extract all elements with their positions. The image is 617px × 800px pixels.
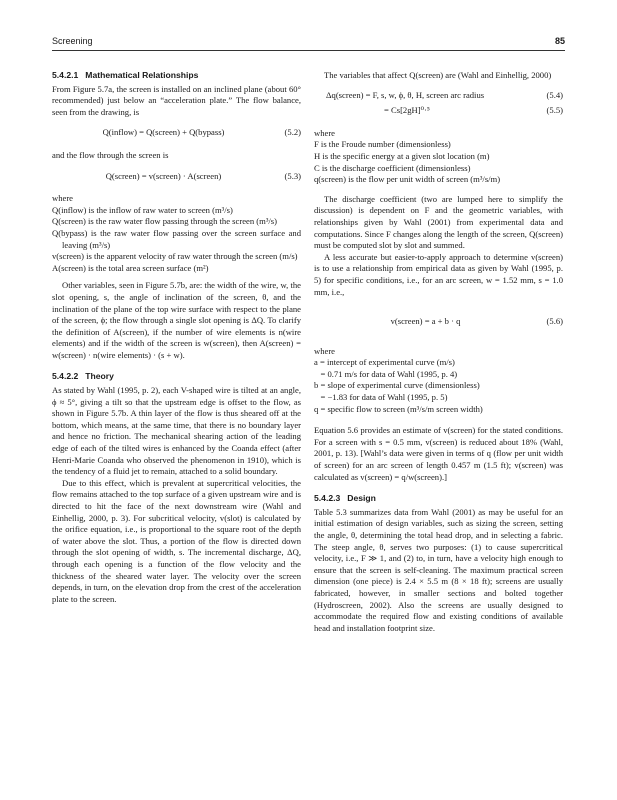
- equation-5-2: [52, 127, 301, 139]
- definition-item: C is the discharge coefficient (dimensionless): [314, 162, 471, 173]
- definition-item: q = specific flow to screen (m³/s/m screen width): [314, 403, 483, 414]
- definition-item: q(screen) is the flow per unit width of screen (m³/s/m): [314, 174, 501, 185]
- section-heading-5-4-2-1: 5.4.2.1 Mathematical Relationships: [52, 70, 199, 80]
- equation-number: (5.6): [546, 316, 563, 327]
- definition-item: Q(inflow) is the inflow of raw water to screen (m³/s): [52, 204, 233, 215]
- equation-5-5: [314, 105, 563, 117]
- right-column: [314, 70, 563, 634]
- where-label: where: [52, 193, 73, 204]
- equation-number: (5.5): [546, 105, 563, 116]
- paragraph: and the flow through the screen is: [52, 149, 169, 160]
- definition-item: Q(bypass) is the raw water flow passing over the screen surface and leaving (m³/s): [52, 227, 301, 250]
- equation-body: Q(screen) = v(screen) · A(screen): [105, 170, 222, 181]
- definition-item: A(screen) is the total area screen surface (m²): [52, 262, 209, 273]
- equation-number: (5.3): [284, 170, 301, 181]
- definition-item: b = slope of experimental curve (dimensionless): [314, 380, 480, 391]
- section-heading-5-4-2-2: 5.4.2.2 Theory: [52, 371, 114, 382]
- equation-body: Q(inflow) = Q(screen) + Q(bypass): [102, 127, 225, 138]
- equation-5-6: [314, 316, 563, 328]
- equation-body: = Cs[2gH]⁰·⁵: [384, 105, 430, 116]
- header-rule: [52, 50, 565, 51]
- section-heading-5-4-2-3: 5.4.2.3 Design: [314, 493, 376, 504]
- equation-5-3: [52, 171, 301, 183]
- left-column: [52, 70, 301, 605]
- paragraph: Due to this effect, which is prevalent at supercritical velocities, the flow remains attached to the top surface of a given upstream wire and is directed to hit the face of the next downstream wire (Wahl and Einhellig, 2000, p. 3). For subcritical velocity, v(slot) is calculated by the orifice equation, i.e., is proportional to the square root of the depth of water above the slot. Thus, a portion of the flow is directed down through the slot opening of width, s. The incremental discharge, ΔQ, through each opening is a function of the flow velocity and the thickness of the sheared water layer. The velocity over the screen depends, in turn, on the elevation drop from the crest of the acceleration plate to the screen.: [52, 477, 301, 604]
- definition-item: v(screen) is the apparent velocity of raw water through the screen (m/s): [52, 251, 298, 262]
- equation-body: v(screen) = a + b · q: [390, 316, 461, 327]
- definition-item: = 0.71 m/s for data of Wahl (1995, p. 4): [314, 368, 458, 379]
- running-header: [52, 36, 565, 50]
- paragraph: The variables that affect Q(screen) are (Wahl and Einhellig, 2000): [324, 70, 552, 80]
- page-number: 85: [554, 36, 565, 46]
- equation-number: (5.4): [546, 89, 563, 100]
- equation-number: (5.2): [284, 127, 301, 138]
- definition-list: [52, 205, 301, 275]
- equation-5-4: [314, 90, 563, 102]
- definition-list: [314, 139, 563, 185]
- definition-item: F is the Froude number (dimensionless): [314, 139, 451, 150]
- running-title: Screening: [52, 36, 93, 46]
- definition-item: a = intercept of experimental curve (m/s): [314, 357, 455, 368]
- where-label: where: [314, 345, 335, 356]
- definition-list: [314, 357, 563, 415]
- paragraph: As stated by Wahl (1995, p. 2), each V-shaped wire is tilted at an angle, ϕ ≈ 5°, giving a tilt so that the upstream edge is offset to the flow, as shown in Figure 5.7b. A thin layer of the flow is thus sheared off at the bottom, which means, at the same time, that there is no boundary layer and hence no friction. The mechanical shearing action of the leading edge of each of the tilted wires is enhanced by the Coanda effect (after Henri-Marie Coanda who observed the phenomenon in 1910), which is the tendency of a fluid jet to remain, attached to a solid boundary.: [52, 385, 301, 477]
- paragraph: Equation 5.6 provides an estimate of v(screen) for the stated conditions. For a screen with s = 0.5 mm, v(screen) is reduced about 18% (Wahl, 2001, p. 13). [Wahl’s data were given in terms of q (flow per unit width of screen) for an arc screen of length 0.457 m (1.5 ft); v(screen) was calculated as v(screen) = q/w(screen).]: [314, 425, 563, 482]
- definition-item: = −1.83 for data of Wahl (1995, p. 5): [314, 392, 448, 403]
- definition-item: Q(screen) is the raw water flow passing through the screen (m³/s): [52, 216, 277, 227]
- paragraph: From Figure 5.7a, the screen is installed on an inclined plane (about 60° recommended) just below an “acceleration plate.” The flow balance, seen from the drawing, is: [52, 83, 301, 117]
- paragraph: Other variables, seen in Figure 5.7b, are: the width of the wire, w, the slot opening, s, the angle of inclination of the screen, θ, and the inclination of the plane of the top wire surface with respect to the plane of the screen, ϕ; the flow through a single slot opening is ΔQ. To clarify the definition of A(screen), if the number of wire elements is n(wire elements) and if the width of the screen is w(screen), then A(screen) = w(screen) · n(wire elements) · (s + w).: [52, 280, 301, 360]
- paragraph: The discharge coefficient (two are lumped here to simplify the discussion) is dependent on F and the geometric variables, with relationships given by Wahl (2001) from experimental data and computations. Since F changes along the length of the screen, Q(screen) must be computed slot by slot and summed.: [314, 193, 563, 251]
- definition-item: H is the specific energy at a given slot location (m): [314, 150, 490, 161]
- paragraph: A less accurate but easier-to-apply approach to determine v(screen) is to use a relationship from empirical data as given by Wahl (1995, p. 5) for specific conditions, i.e., for an arc screen, w = 1.52 mm, s = 1.0 mm, i.e.,: [314, 251, 563, 297]
- where-label: where: [314, 127, 335, 138]
- paragraph: Table 5.3 summarizes data from Wahl (2001) as may be useful for an initial estimation of design variables, such as sizing the screen, setting the angle, θ, determining the total head drop, and in selecting a fabric. The steep angle, θ, serves two purposes: (1) to cause supercritical velocity, i.e., F ≫ 1, and (2) to, in turn, have a velocity high enough to ensure that the screen is self-cleaning. The maximum practical screen dimension (one piece) is 2.4 × 5.5 m (8 × 18 ft); screens are usually fabricated, however, in smaller sections and bolted together (Hydroscreen, 2002). Also the screens are usually designed to accommodate the required flow and existing conditions of available head and installation footprint size.: [314, 506, 563, 633]
- equation-body: Δq(screen) = F, s, w, ϕ, θ, H, screen arc radius: [326, 89, 485, 100]
